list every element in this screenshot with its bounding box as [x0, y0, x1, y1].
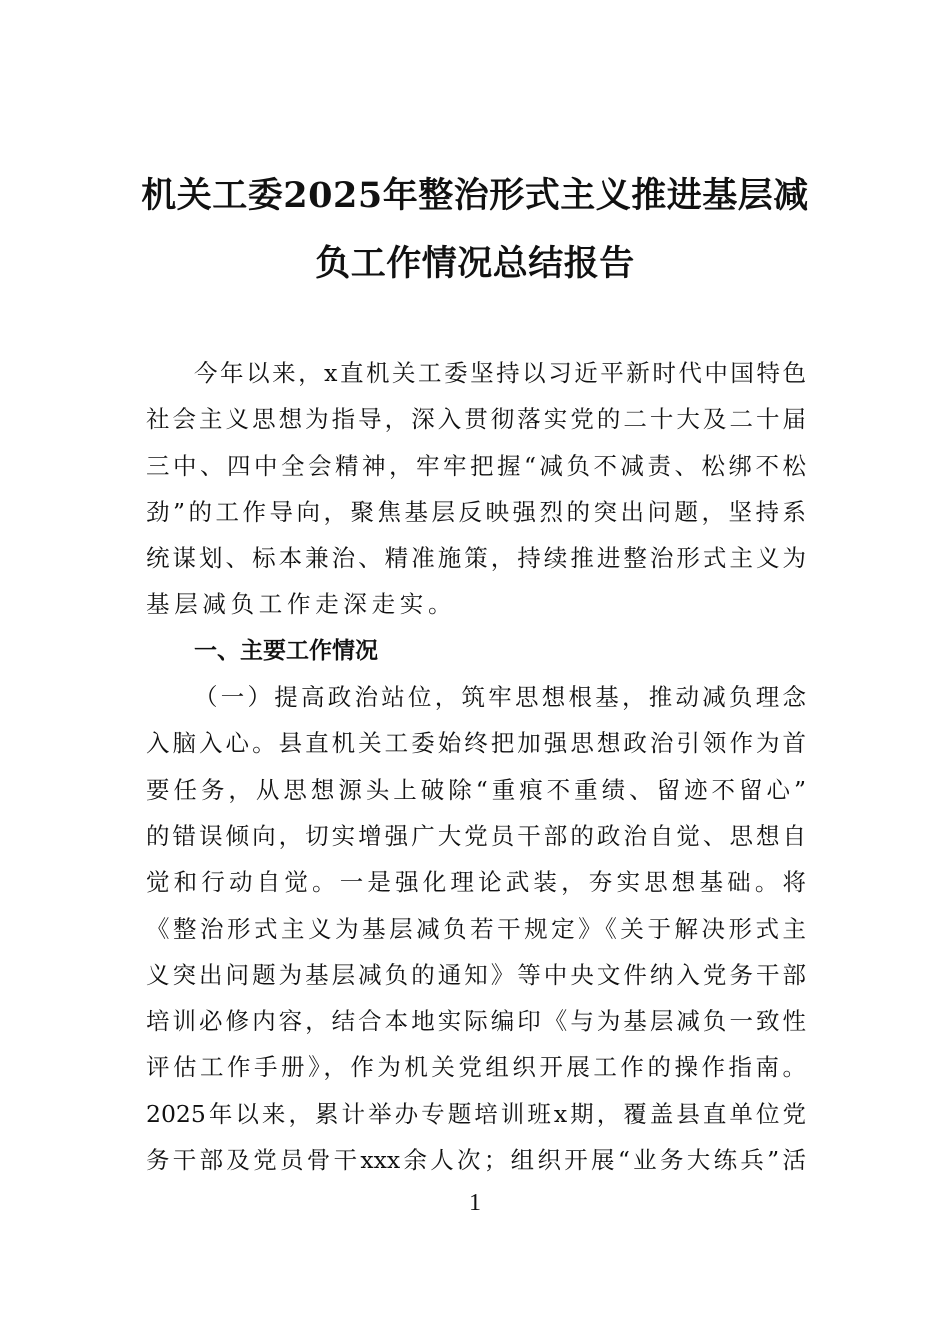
paragraph-1-line: 今年以来，x直机关工委坚持以习近平新时代中国特色 [194, 359, 806, 387]
paragraph-2-line: 《整治形式主义为基层减负若干规定》《关于解决形式主 [146, 914, 806, 943]
paragraph-2-line: 要任务，从思想源头上破除“重痕不重绩、留迹不留心” [146, 775, 806, 804]
paragraph-2-line: 入脑入心。县直机关工委始终把加强思想政治引领作为首 [146, 729, 806, 758]
paragraph-1-line: 三中、四中全会精神，牢牢把握“减负不减责、松绑不松 [146, 451, 806, 480]
document-title-line-1: 机关工委2025年整治形式主义推进基层减 [141, 175, 809, 216]
paragraph-2-line: 培训必修内容，结合本地实际编印《与为基层减负一致性 [146, 1007, 806, 1036]
paragraph-2-line: 务干部及党员骨干xxx余人次；组织开展“业务大练兵”活 [146, 1146, 806, 1175]
paragraph-2-line: 评估工作手册》，作为机关党组织开展工作的操作指南。 [146, 1053, 806, 1082]
paragraph-1-line: 基层减负工作走深走实。 [146, 590, 457, 619]
section-heading: 一、主要工作情况 [194, 637, 378, 664]
document-body [146, 350, 806, 1183]
paragraph-2-line: 觉和行动自觉。一是强化理论武装，夯实思想基础。将 [146, 868, 806, 897]
paragraph-2-line: 的错误倾向，切实增强广大党员干部的政治自觉、思想自 [146, 821, 806, 850]
paragraph-2-line: 2025年以来，累计举办专题培训班x期，覆盖县直单位党 [146, 1099, 806, 1128]
paragraph-2-line: 义突出问题为基层减负的通知》等中央文件纳入党务干部 [146, 960, 806, 989]
page-number: 1 [469, 1190, 481, 1216]
paragraph-1-line: 统谋划、标本兼治、精准施策，持续推进整治形式主义为 [146, 544, 806, 573]
document-title-line-2: 负工作情况总结报告 [315, 243, 635, 284]
paragraph-2-line: （一）提高政治站位，筑牢思想根基，推动减负理念 [194, 683, 806, 712]
paragraph-1-line: 社会主义思想为指导，深入贯彻落实党的二十大及二十届 [146, 405, 806, 434]
paragraph-1-line: 劲”的工作导向，聚焦基层反映强烈的突出问题，坚持系 [146, 497, 806, 526]
